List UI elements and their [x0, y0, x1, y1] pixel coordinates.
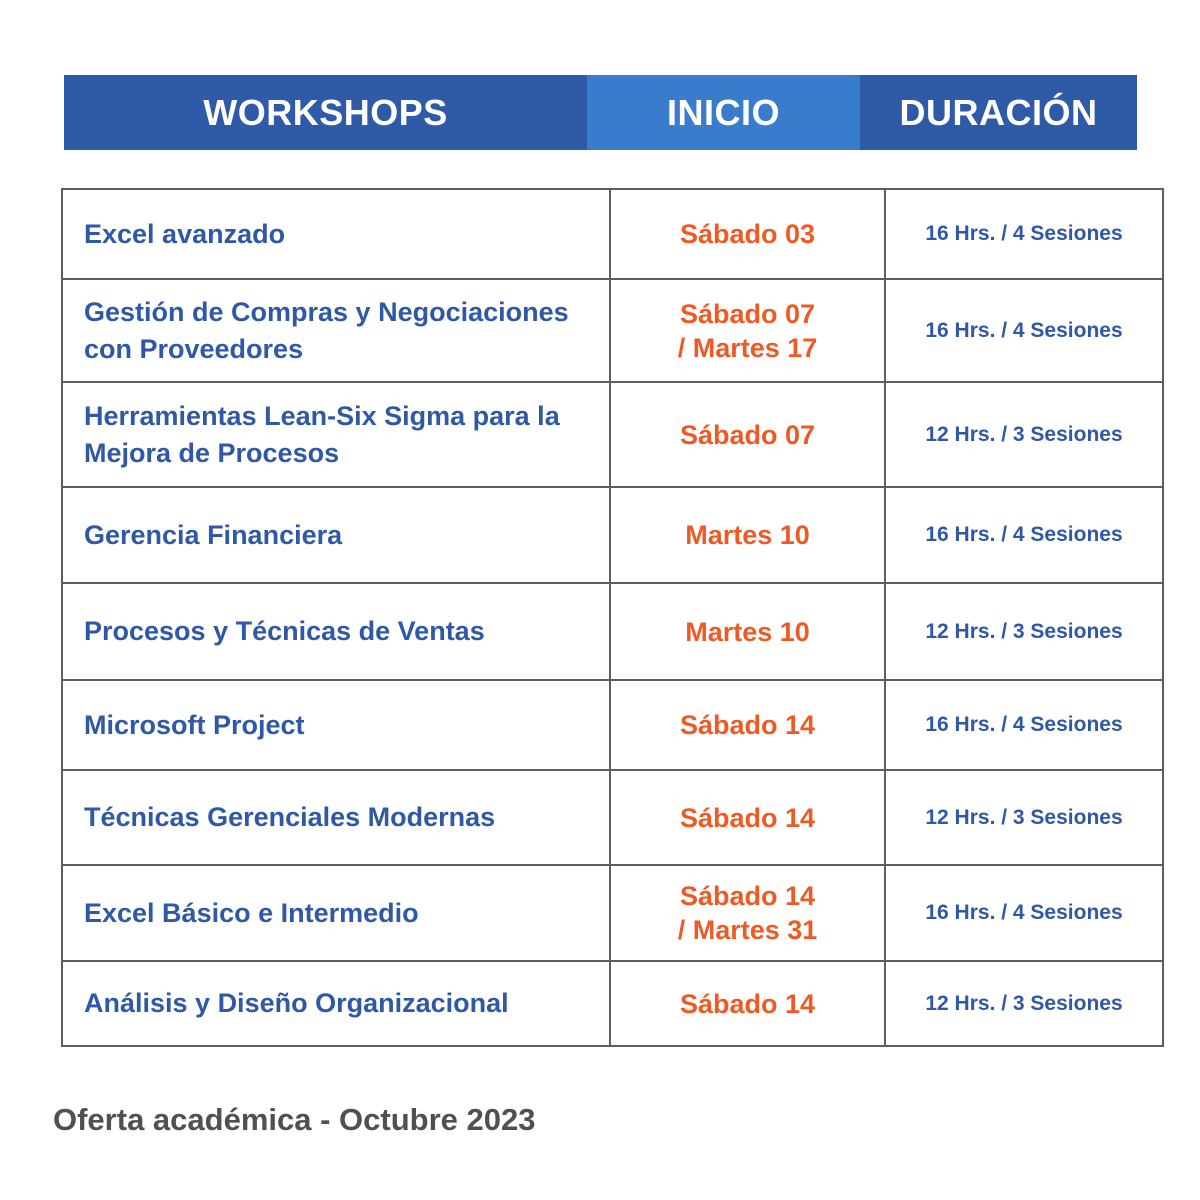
- course-name: Excel Básico e Intermedio: [62, 865, 610, 961]
- table-row: [62, 189, 1163, 279]
- header-workshops: WORKSHOPS: [64, 75, 587, 150]
- start-date: Sábado 07: [679, 298, 816, 329]
- header-duracion: DURACIÓN: [860, 75, 1137, 150]
- course-duration: 16 Hrs. / 4 Sesiones: [885, 680, 1163, 770]
- course-start: [610, 680, 885, 770]
- table-row: [62, 583, 1163, 680]
- start-date-alt: / Martes 17: [677, 332, 818, 363]
- course-duration: 16 Hrs. / 4 Sesiones: [885, 279, 1163, 382]
- course-start: [610, 487, 885, 583]
- table-row: [62, 770, 1163, 865]
- table-row: [62, 487, 1163, 583]
- course-name: Gerencia Financiera: [62, 487, 610, 583]
- course-name: Microsoft Project: [62, 680, 610, 770]
- course-start: [610, 865, 885, 961]
- start-date: Sábado 14: [679, 710, 816, 740]
- course-start: [610, 382, 885, 487]
- footer-caption: Oferta académica - Octubre 2023: [53, 1102, 536, 1137]
- course-name: Herramientas Lean-Six Sigma para la Mejora de Procesos: [62, 382, 610, 487]
- table-row: [62, 961, 1163, 1046]
- table-row: [62, 680, 1163, 770]
- start-date: Sábado 14: [679, 802, 816, 833]
- course-duration: 12 Hrs. / 3 Sesiones: [885, 770, 1163, 865]
- course-name: Gestión de Compras y Negociaciones con Proveedores: [62, 279, 610, 382]
- start-date-alt: / Martes 31: [677, 915, 818, 945]
- course-start: [610, 770, 885, 865]
- header-inicio: INICIO: [587, 75, 860, 150]
- table-row: [62, 382, 1163, 487]
- courses-table: [61, 188, 1164, 1047]
- course-duration: 12 Hrs. / 3 Sesiones: [885, 961, 1163, 1046]
- course-name: Técnicas Gerenciales Modernas: [62, 770, 610, 865]
- table-row: [62, 865, 1163, 961]
- start-date: Sábado 14: [679, 988, 816, 1019]
- course-duration: 16 Hrs. / 4 Sesiones: [885, 189, 1163, 279]
- course-name: Excel avanzado: [62, 189, 610, 279]
- course-name: Procesos y Técnicas de Ventas: [62, 583, 610, 680]
- course-duration: 16 Hrs. / 4 Sesiones: [885, 865, 1163, 961]
- course-start: [610, 279, 885, 382]
- start-date: Martes 10: [685, 520, 810, 550]
- start-date: Martes 10: [685, 616, 810, 647]
- course-duration: 12 Hrs. / 3 Sesiones: [885, 382, 1163, 487]
- course-start: [610, 583, 885, 680]
- course-start: [610, 189, 885, 279]
- course-name: Análisis y Diseño Organizacional: [62, 961, 610, 1046]
- start-date: Sábado 14: [679, 881, 816, 911]
- course-duration: 12 Hrs. / 3 Sesiones: [885, 583, 1163, 680]
- table-header: [64, 75, 1137, 150]
- start-date: Sábado 03: [679, 219, 816, 249]
- table-row: [62, 279, 1163, 382]
- course-duration: 16 Hrs. / 4 Sesiones: [885, 487, 1163, 583]
- start-date: Sábado 07: [679, 419, 816, 450]
- course-start: [610, 961, 885, 1046]
